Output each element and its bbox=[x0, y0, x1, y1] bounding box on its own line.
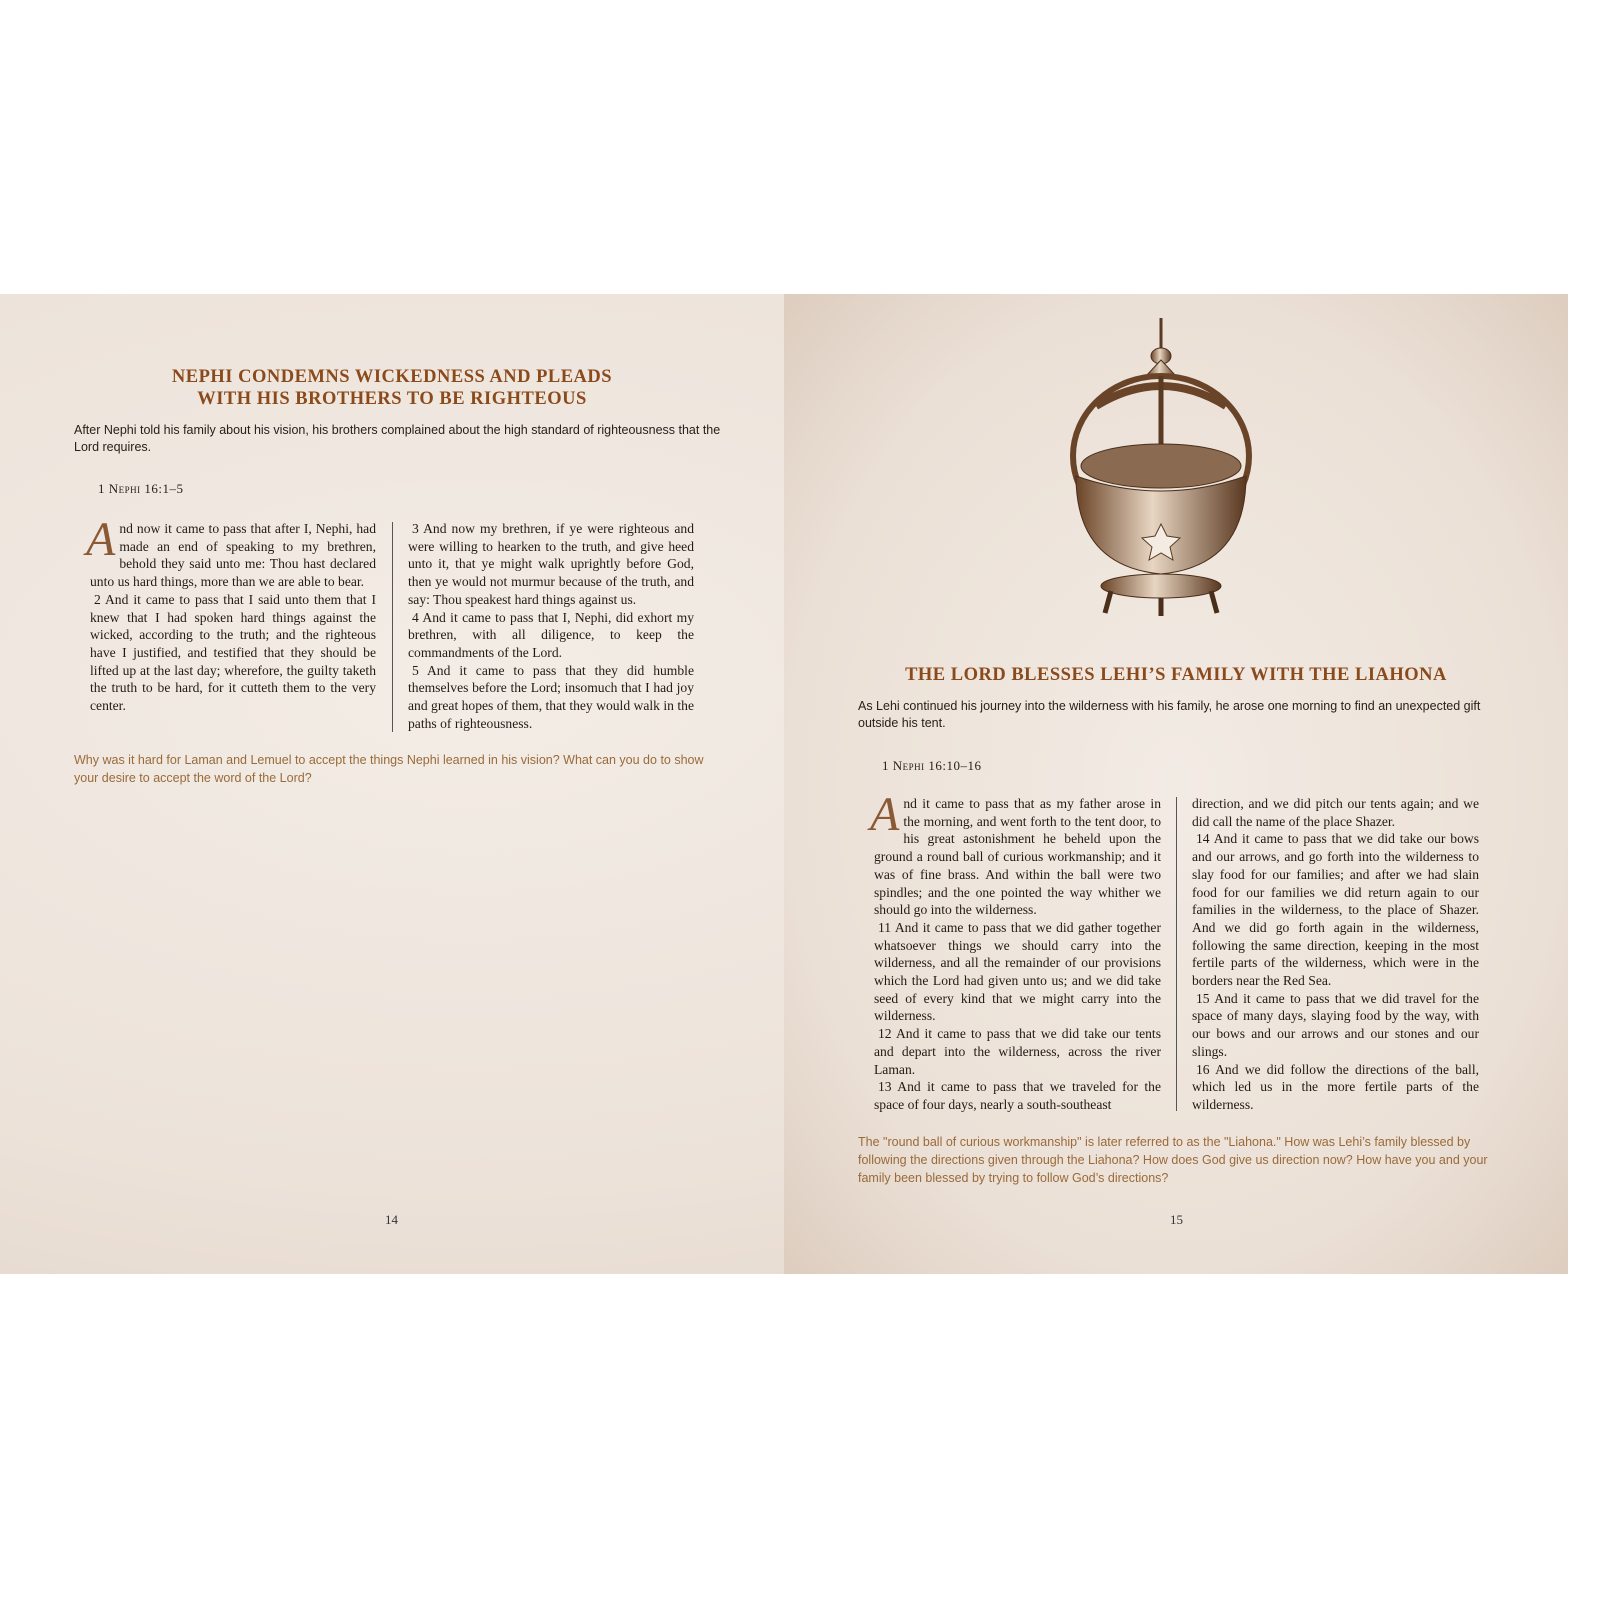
verse: 12 And it came to pass that we did take our tents and depart into the wilderness, across the river Laman. bbox=[874, 1026, 1161, 1077]
drop-cap: A bbox=[86, 513, 116, 566]
verse: 2 And it came to pass that I said unto them that I knew that I had spoken hard things against the wicked, according to the truth; and the righteous have I justified, and testified that they should be lifted up at the last day; wherefore, the guilty taketh the truth to be hard, for it cutteth them to the very center. bbox=[90, 591, 376, 714]
verse: 16 And we did follow the directions of the ball, which led us in the more fertile parts of the wilderness. bbox=[1192, 1061, 1479, 1112]
column-divider bbox=[1176, 797, 1177, 1111]
drop-cap: A bbox=[870, 788, 900, 841]
section-title bbox=[100, 366, 684, 410]
verse: 15 And it came to pass that we did travel for the space of many days, slaying food by the way, with our bows and our arrows and our stones and our slings. bbox=[1192, 990, 1479, 1059]
page-number: 15 bbox=[1170, 1212, 1183, 1227]
verse: 4 And it came to pass that I, Nephi, did exhort my brethren, with all diligence, to keep the commandments of the Lord. bbox=[408, 609, 694, 660]
section-title: THE LORD BLESSES LEHI’S FAMILY WITH THE LIAHONA bbox=[905, 665, 1447, 685]
page-number: 14 bbox=[385, 1212, 398, 1227]
title-line: WITH HIS BROTHERS TO BE RIGHTEOUS bbox=[197, 389, 587, 409]
intro-text: After Nephi told his family about his vision, his brothers complained about the high standard of righteousness that the Lord requires. bbox=[74, 423, 721, 454]
book-spread bbox=[0, 294, 1568, 1274]
verse: nd now it came to pass that after I, Nephi, had made an end of speaking to my brethren, behold they said unto me: Thou hast declared unto us hard things, more than we are able to bear. bbox=[90, 521, 376, 590]
verse: direction, and we did pitch our tents again; and we did call the name of the place Shazer. bbox=[1192, 796, 1479, 829]
verse: nd it came to pass that as my father arose in the morning, and went forth to the tent door, to his great astonishment he beheld upon the ground a round ball of curious workmanship; and it was of fine brass. And within the ball were two spindles; and the one pointed the way whither we should go into the wilderness. bbox=[874, 796, 1161, 918]
page-15 bbox=[784, 294, 1568, 1274]
scripture-reference: 1 Nephi 16:10–16 bbox=[882, 758, 982, 773]
liahona-illustration bbox=[1066, 316, 1256, 618]
scripture-column-2 bbox=[1192, 795, 1479, 1114]
page-14 bbox=[0, 294, 784, 1274]
verse: 14 And it came to pass that we did take our bows and our arrows, and go forth into the wilderness to slay food for our families; and after we had slain food for our families we did return again to our families in the wilderness, to the place of Shazer. And we did go forth again in the wilderness, following the same direction, keeping in the most fertile parts of the wilderness, which were in the borders near the Red Sea. bbox=[1192, 831, 1479, 989]
scripture-column-1 bbox=[86, 513, 376, 715]
verse: 11 And it came to pass that we did gather together whatsoever things we should carry into the wilderness, and all the remainder of our provisions which the Lord had given unto us; and we did take seed of every kind that we might carry into the wilderness. bbox=[874, 919, 1161, 1024]
verse: 5 And it came to pass that they did humble themselves before the Lord; insomuch that I had joy and great hopes of them, that they would walk in the paths of righteousness. bbox=[408, 662, 694, 731]
scripture-column-2 bbox=[408, 520, 694, 732]
verse: 13 And it came to pass that we traveled for the space of four days, nearly a south-southeast bbox=[874, 1079, 1161, 1112]
reflection-question: The "round ball of curious workmanship" is later referred to as the "Liahona." How was Lehi’s family blessed by following the directions given through the Liahona? How does God give us direction now? How have you and your family been blessed by trying to follow God’s directions? bbox=[858, 1135, 1488, 1185]
scripture-column-1 bbox=[870, 788, 1161, 1114]
scripture-reference: 1 Nephi 16:1–5 bbox=[98, 481, 184, 496]
verse: 3 And now my brethren, if ye were righteous and were willing to hearken to the truth, and give heed unto it, that ye might walk uprightly before God, then ye would not murmur because of the truth, and say: Thou speakest hard things against us. bbox=[408, 521, 694, 607]
column-divider bbox=[392, 522, 393, 732]
reflection-question: Why was it hard for Laman and Lemuel to accept the things Nephi learned in his vision? What can you do to show your desire to accept the word of the Lord? bbox=[74, 753, 704, 785]
title-line: NEPHI CONDEMNS WICKEDNESS AND PLEADS bbox=[171, 367, 613, 387]
intro-text: As Lehi continued his journey into the wilderness with his family, he arose one morning to find an unexpected gift outside his tent. bbox=[858, 699, 1481, 730]
